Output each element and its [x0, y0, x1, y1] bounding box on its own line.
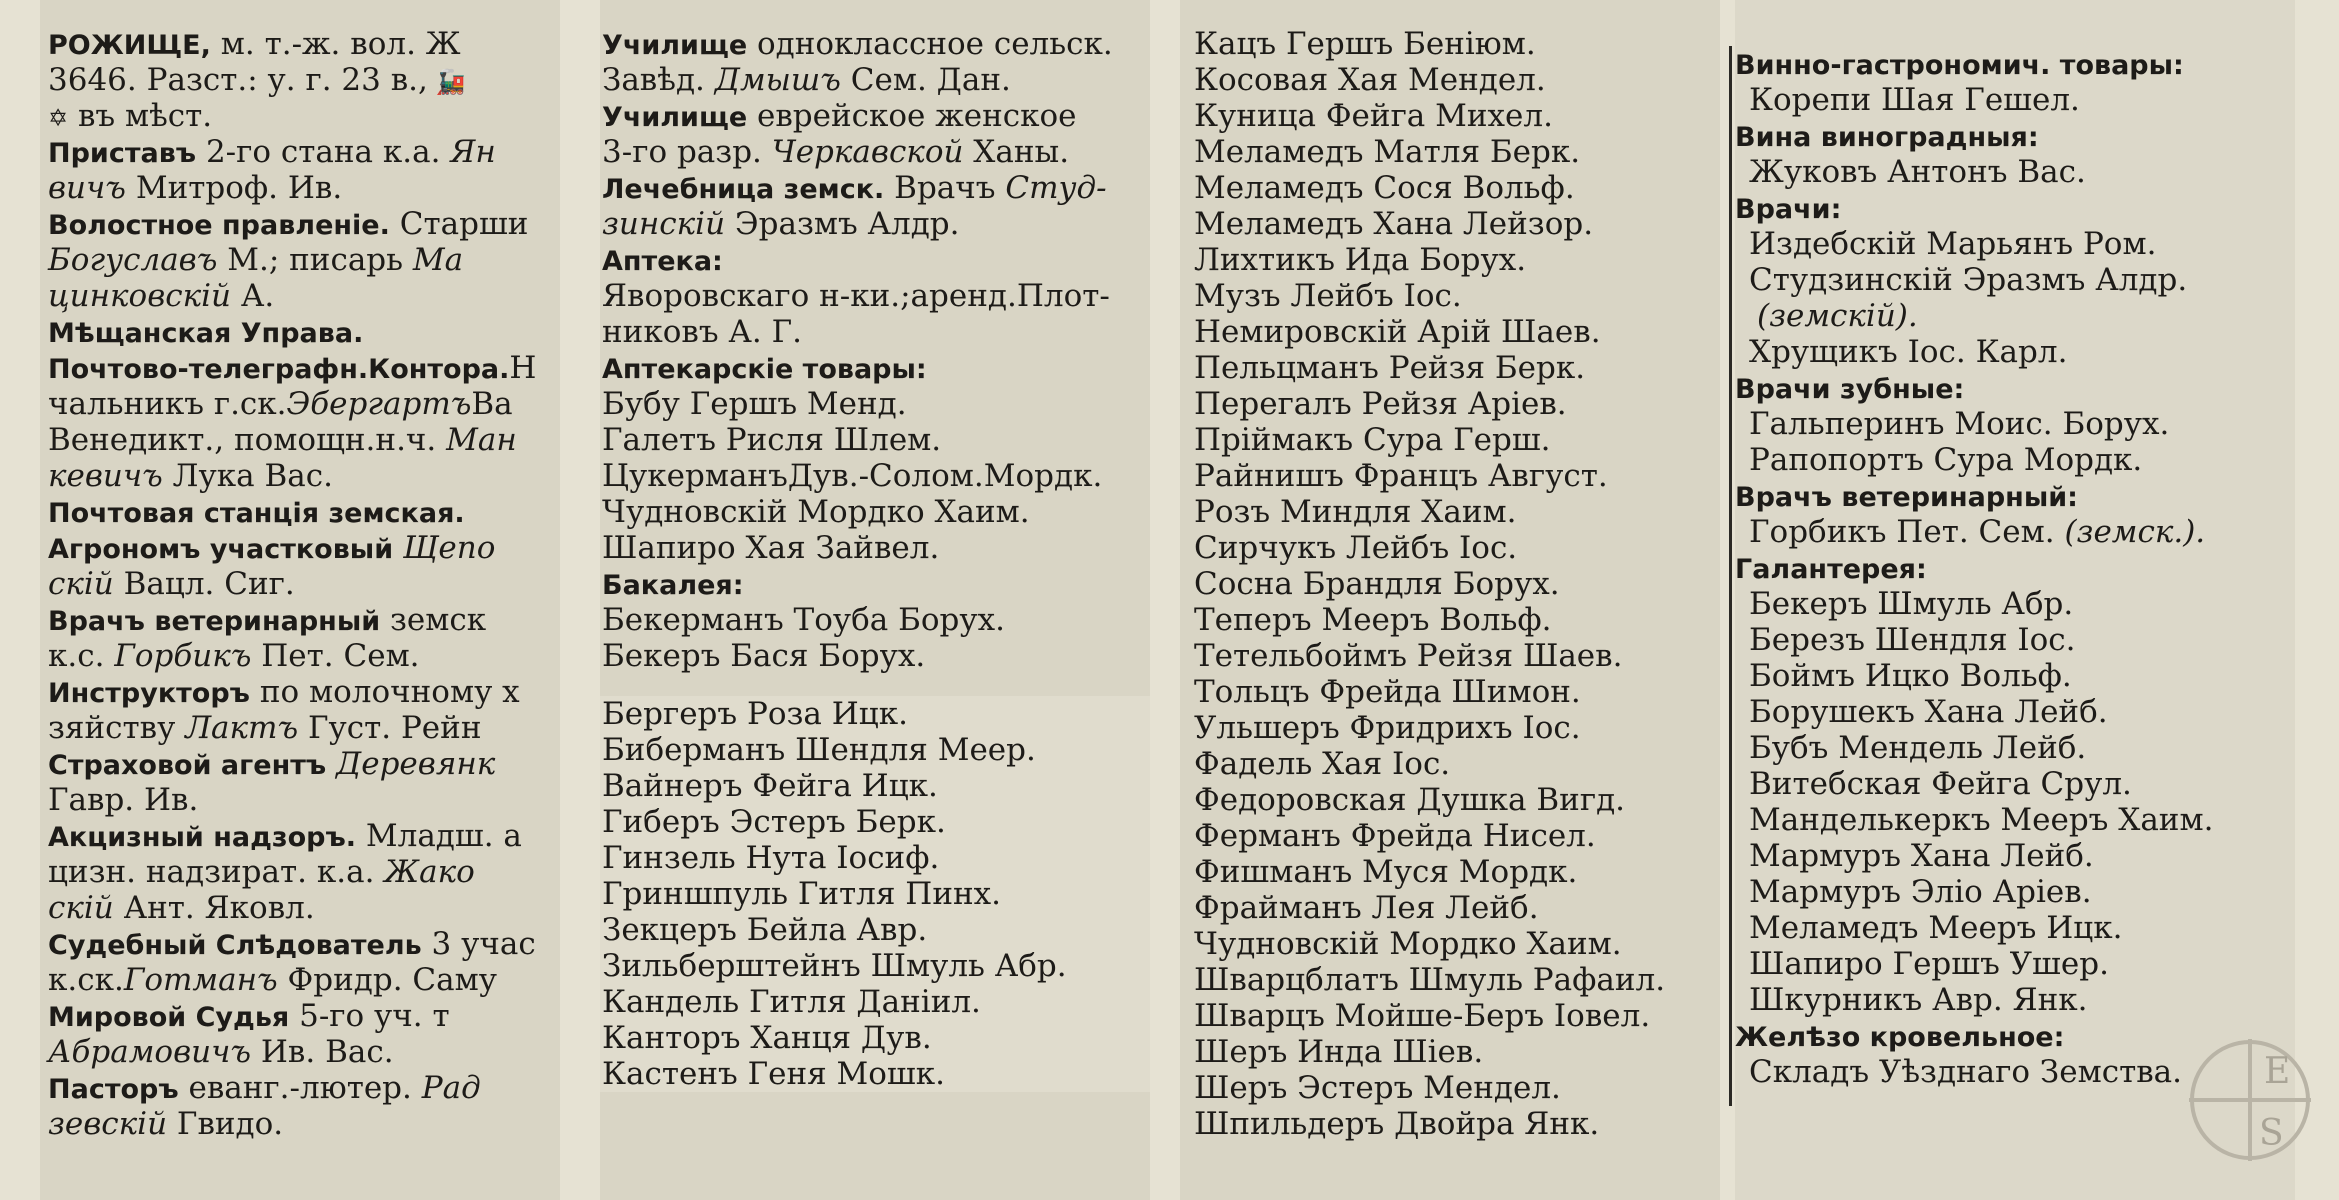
entry-line	[40, 458, 560, 494]
entry-line: Меламедъ Хана Лейзор.	[1194, 206, 1594, 242]
entry-text: Рад	[421, 1070, 481, 1106]
entry-line	[40, 746, 560, 782]
entry-line	[1735, 334, 2295, 370]
entry-line	[40, 674, 560, 710]
section-heading: Почтовая станція земская.	[48, 498, 465, 529]
entry-line	[40, 98, 560, 134]
entry-line	[40, 962, 560, 998]
entry-text: Складъ Уѣзднаго Земства.	[1749, 1054, 2183, 1090]
entry-text: одноклассное сельск.	[747, 26, 1113, 62]
entry-text: скій	[48, 890, 114, 926]
entry-line: Зильберштейнъ Шмуль Абр.	[602, 948, 1067, 984]
section-heading: Врачъ ветеринарный:	[1735, 482, 2078, 513]
entry-line: Гриншпуль Гитля Пинх.	[602, 876, 1001, 912]
entry-text: цинковскій	[48, 278, 231, 314]
entry-text: Гальперинъ Моис. Борух.	[1749, 406, 2170, 442]
entry-line	[1735, 622, 2295, 658]
entry-line	[600, 602, 1150, 638]
entry-text: Ян	[450, 134, 496, 170]
section-heading: РОЖИЩЕ,	[48, 30, 211, 61]
section-heading: Врачи:	[1735, 194, 1842, 225]
section-heading: Бакалея:	[602, 570, 744, 601]
entry-text: Бекеръ Бася Борух.	[602, 638, 926, 674]
watermark-stamp-icon	[2185, 1035, 2315, 1165]
entry-line: Косовая Хая Мендел.	[1194, 62, 1546, 98]
entry-line	[1735, 766, 2295, 802]
entry-line	[600, 278, 1150, 314]
stamp-letter-bottom: S	[2259, 1113, 2284, 1154]
entry-text: Меламедъ Мееръ Ицк.	[1749, 910, 2123, 946]
entry-text: чальникъ г.ск.	[48, 386, 287, 422]
entry-line: Ферманъ Фрейда Нисел.	[1194, 818, 1596, 854]
entry-line	[40, 1070, 560, 1106]
entry-text: Сем. Дан.	[840, 62, 1011, 98]
entry-text: А.	[231, 278, 275, 314]
entry-line: Куница Фейга Михел.	[1194, 98, 1553, 134]
entry-line: Гинзель Нута Іосиф.	[602, 840, 940, 876]
entry-line: Гиберъ Эстеръ Берк.	[602, 804, 946, 840]
entry-text: Мармуръ Хана Лейб.	[1749, 838, 2094, 874]
entry-line: Пріймакъ Сура Герш.	[1194, 422, 1551, 458]
entry-line	[1735, 838, 2295, 874]
entry-text: еванг.-лютер.	[178, 1070, 422, 1106]
entry-line: Райнишъ Францъ Август.	[1194, 458, 1608, 494]
entry-line	[600, 62, 1150, 98]
entry-line: Шеръ Эстеръ Мендел.	[1194, 1070, 1561, 1106]
entry-text: (земск.).	[2064, 514, 2206, 550]
entry-line	[600, 422, 1150, 458]
entry-text: Жако	[384, 854, 475, 890]
entry-line	[40, 494, 560, 530]
entry-text: Корепи Шая Гешел.	[1749, 82, 2080, 118]
entry-text	[326, 746, 336, 782]
entry-line	[600, 134, 1150, 170]
entry-line	[40, 422, 560, 458]
entry-text: Ва	[471, 386, 513, 422]
section-heading: Галантерея:	[1735, 554, 1927, 585]
entry-text: Студ-	[1005, 170, 1107, 206]
section-heading: Винно-гастрономич. товары:	[1735, 50, 2184, 81]
entry-line: Шпильдеръ Двойра Янк.	[1194, 1106, 1600, 1142]
entry-text: Березъ Шендля Іос.	[1749, 622, 2076, 658]
entry-line: Лихтикъ Ида Борух.	[1194, 242, 1527, 278]
entry-text: Дмышъ	[714, 62, 841, 98]
entry-text: 3 учас	[421, 926, 536, 962]
entry-line	[1735, 46, 2295, 82]
entry-line	[600, 638, 1150, 674]
entry-line	[1735, 226, 2295, 262]
entry-line	[1735, 982, 2295, 1018]
entry-text: Гвидо.	[167, 1106, 284, 1142]
entry-text: Фридр. Саму	[277, 962, 497, 998]
entry-text: Густ. Рейн	[298, 710, 482, 746]
entry-line	[600, 386, 1150, 422]
section-heading: Врачи зубные:	[1735, 374, 1965, 405]
stamp-letter-top: E	[2264, 1051, 2291, 1092]
entry-line	[600, 566, 1150, 602]
entry-text: Рапопортъ Сура Мордк.	[1749, 442, 2143, 478]
entry-text: 3-го разр.	[602, 134, 772, 170]
entry-text: Готманъ	[123, 962, 278, 998]
entry-line	[1735, 82, 2295, 118]
section-heading: Приставъ	[48, 138, 197, 169]
entry-text: (земскій).	[1757, 298, 1918, 334]
entry-text: Бубу Гершъ Менд.	[602, 386, 907, 422]
entry-text: Манделькеркъ Мееръ Хаим.	[1749, 802, 2214, 838]
entry-line	[600, 206, 1150, 242]
entry-line	[1735, 478, 2295, 514]
section-heading: Вина виноградныя:	[1735, 122, 2039, 153]
entry-line	[40, 278, 560, 314]
entry-text: Вацл. Сиг.	[113, 566, 295, 602]
entry-line	[1735, 550, 2295, 586]
entry-line: Чудновскій Мордко Хаим.	[1194, 926, 1622, 962]
entry-line: Тольцъ Фрейда Шимон.	[1194, 674, 1581, 710]
entry-text: скій	[48, 566, 114, 602]
entry-text: Младш. а	[356, 818, 522, 854]
section-heading: Страховой агентъ	[48, 750, 327, 781]
entry-text: Митроф. Ив.	[125, 170, 343, 206]
column-4-bracket	[1729, 46, 1732, 1106]
entry-text	[393, 530, 403, 566]
column-1	[40, 0, 560, 1200]
entry-line	[40, 386, 560, 422]
entry-text: Деревянк	[336, 746, 496, 782]
entry-text: Гавр. Ив.	[48, 782, 199, 818]
entry-line: Меламедъ Матля Берк.	[1194, 134, 1581, 170]
entry-text: Ант. Яковл.	[113, 890, 315, 926]
entry-line: Меламедъ Сося Вольф.	[1194, 170, 1575, 206]
section-heading: Училище	[602, 30, 748, 61]
section-heading: Училище	[602, 102, 748, 133]
entry-text: вичъ	[48, 170, 126, 206]
entry-line	[1735, 514, 2295, 550]
entry-text: Эбергартъ	[286, 386, 472, 422]
entry-line	[1735, 370, 2295, 406]
entry-text: Шкурникъ Авр. Янк.	[1749, 982, 2088, 1018]
entry-line: Немировскій Арій Шаев.	[1194, 314, 1601, 350]
entry-text: никовъ А. Г.	[602, 314, 802, 350]
entry-line	[1735, 190, 2295, 226]
entry-text: кевичъ	[48, 458, 163, 494]
entry-text: Борушекъ Хана Лейб.	[1749, 694, 2108, 730]
entry-text: Шапиро Хая Зайвел.	[602, 530, 940, 566]
entry-text: Бекерманъ Тоуба Борух.	[602, 602, 1005, 638]
column-4	[1735, 0, 2295, 1200]
entry-line	[40, 62, 560, 98]
entry-line	[40, 710, 560, 746]
column-3	[1180, 0, 1720, 1200]
entry-line	[40, 26, 560, 62]
entry-line	[40, 926, 560, 962]
entry-line	[40, 566, 560, 602]
entry-line	[1735, 262, 2295, 298]
section-heading: Волостное правленіе.	[48, 210, 390, 241]
entry-line: Канторъ Ханця Дув.	[602, 1020, 932, 1056]
entry-line	[600, 458, 1150, 494]
entry-text: Студзинскій Эразмъ Алдр.	[1749, 262, 2188, 298]
entry-line: Перегалъ Рейзя Аріев.	[1194, 386, 1567, 422]
entry-text: зинскій	[602, 206, 726, 242]
entry-line: Фрайманъ Лея Лейб.	[1194, 890, 1539, 926]
section-heading: Аптекарскіе товары:	[602, 354, 927, 385]
entry-text: зяйству	[48, 710, 186, 746]
entry-line	[1735, 118, 2295, 154]
entry-line	[600, 170, 1150, 206]
section-heading: Судебный Слѣдователь	[48, 930, 422, 961]
entry-text: Черкавской	[771, 134, 964, 170]
entry-text: Н	[509, 350, 537, 386]
entry-line	[40, 1106, 560, 1142]
entry-line: Шеръ Инда Шіев.	[1194, 1034, 1484, 1070]
section-heading: Инструкторъ	[48, 678, 250, 709]
entry-line	[40, 890, 560, 926]
entry-line	[600, 242, 1150, 278]
entry-text: въ мѣст.	[68, 98, 213, 134]
entry-line: Музъ Лейбъ Іос.	[1194, 278, 1462, 314]
entry-text: Мармуръ Эліо Аріев.	[1749, 874, 2092, 910]
section-heading: Лечебница земск.	[602, 174, 885, 205]
entry-line	[40, 638, 560, 674]
entry-text: ЦукерманъДув.-Солом.Мордк.	[602, 458, 1103, 494]
entry-text: к.ск.	[48, 962, 124, 998]
entry-text: 2-го стана к.а.	[196, 134, 451, 170]
entry-text: к.с.	[48, 638, 115, 674]
entry-text: по молочному х	[249, 674, 520, 710]
entry-line	[600, 494, 1150, 530]
section-heading: Мировой Судья	[48, 1002, 290, 1033]
entry-line	[40, 854, 560, 890]
entry-line	[40, 170, 560, 206]
section-heading: Пасторъ	[48, 1074, 179, 1105]
entry-text: Ма	[412, 242, 464, 278]
entry-line	[40, 998, 560, 1034]
entry-line	[600, 530, 1150, 566]
entry-line: Федоровская Душка Вигд.	[1194, 782, 1626, 818]
entry-line	[1735, 694, 2295, 730]
entry-line	[40, 818, 560, 854]
entry-line: Фадель Хая Іос.	[1194, 746, 1451, 782]
entry-line	[40, 134, 560, 170]
entry-line	[600, 98, 1150, 134]
entry-line: Теперъ Мееръ Вольф.	[1194, 602, 1552, 638]
entry-line	[1735, 874, 2295, 910]
column-2-upper	[600, 26, 1150, 674]
entry-line: Кандель Гитля Даніил.	[602, 984, 981, 1020]
entry-line	[1735, 406, 2295, 442]
railway-icon: 🚂	[427, 68, 466, 96]
entry-text: Старши	[389, 206, 529, 242]
entry-line	[600, 26, 1150, 62]
entry-line	[600, 350, 1150, 386]
entry-text: Ханы.	[963, 134, 1070, 170]
section-heading: Аптека:	[602, 246, 723, 277]
entry-text: м. т.-ж. вол. Ж	[210, 26, 461, 62]
entry-line: Пельцманъ Рейзя Берк.	[1194, 350, 1586, 386]
entry-text: 3646. Разст.: у. г. 23 в.,	[48, 62, 428, 98]
entry-line	[1735, 298, 2295, 334]
column-2	[600, 0, 1150, 1200]
entry-line	[1735, 802, 2295, 838]
entry-line: Кацъ Гершъ Беніюм.	[1194, 26, 1536, 62]
entry-text: Врачъ	[884, 170, 1006, 206]
entry-line: Биберманъ Шендля Меер.	[602, 732, 1036, 768]
entry-line: Тетельбоймъ Рейзя Шаев.	[1194, 638, 1623, 674]
entry-line: Шварцъ Мойше-Беръ Іовел.	[1194, 998, 1651, 1034]
post-office-icon: ✡	[48, 104, 69, 132]
entry-line	[1735, 910, 2295, 946]
entry-line: Ульшеръ Фридрихъ Іос.	[1194, 710, 1581, 746]
entry-line: Зекцеръ Бейла Авр.	[602, 912, 928, 948]
entry-text: Эразмъ Алдр.	[725, 206, 960, 242]
section-heading: Акцизный надзоръ.	[48, 822, 357, 853]
entry-line: Сосна Брандля Борух.	[1194, 566, 1560, 602]
entry-text: еврейское женское	[747, 98, 1077, 134]
entry-text: Жуковъ Антонъ Вас.	[1749, 154, 2086, 190]
entry-text: Пет. Сем.	[251, 638, 420, 674]
entry-line: Вайнеръ Фейга Ицк.	[602, 768, 938, 804]
entry-line: Сирчукъ Лейбъ Іос.	[1194, 530, 1518, 566]
entry-line: Кастенъ Геня Мошк.	[602, 1056, 945, 1092]
entry-line: Бергеръ Роза Ицк.	[602, 696, 908, 732]
entry-text: Бубъ Мендель Лейб.	[1749, 730, 2087, 766]
entry-text: Чудновскій Мордко Хаим.	[602, 494, 1030, 530]
entry-line: Шварцблатъ Шмуль Рафаил.	[1194, 962, 1666, 998]
section-heading: Врачъ ветеринарный	[48, 606, 381, 637]
section-heading: Мѣщанская Управа.	[48, 318, 364, 349]
entry-line	[40, 314, 560, 350]
entry-line: Фишманъ Муся Мордк.	[1194, 854, 1578, 890]
entry-text: М.; писарь	[217, 242, 413, 278]
section-heading: Почтово-телеграфн.Контора.	[48, 354, 510, 385]
entry-text: Боймъ Ицко Вольф.	[1749, 658, 2072, 694]
entry-text: Галетъ Рисля Шлем.	[602, 422, 942, 458]
entry-text: 5-го уч. т	[289, 998, 450, 1034]
entry-line: Розъ Миндля Хаим.	[1194, 494, 1517, 530]
entry-line	[1735, 946, 2295, 982]
entry-line	[1735, 154, 2295, 190]
entry-text: Щепо	[403, 530, 496, 566]
entry-text: Горбикъ	[114, 638, 252, 674]
entry-line	[40, 1034, 560, 1070]
entry-line	[600, 314, 1150, 350]
entry-line	[40, 242, 560, 278]
entry-text: зевскій	[48, 1106, 168, 1142]
entry-line	[1735, 730, 2295, 766]
entry-text: Издебскій Марьянъ Ром.	[1749, 226, 2157, 262]
entry-text: цизн. надзират. к.а.	[48, 854, 385, 890]
entry-line	[1735, 658, 2295, 694]
section-heading: Желѣзо кровельное:	[1735, 1022, 2065, 1053]
entry-text: Богуславъ	[48, 242, 218, 278]
entry-text: Горбикъ Пет. Сем.	[1749, 514, 2065, 550]
entry-line	[40, 782, 560, 818]
entry-text: Абрамовичъ	[48, 1034, 252, 1070]
entry-text: Шапиро Гершъ Ушер.	[1749, 946, 2109, 982]
entry-line	[1735, 586, 2295, 622]
entry-text: Лактъ	[185, 710, 299, 746]
entry-text: Хрущикъ Іос. Карл.	[1749, 334, 2068, 370]
entry-line	[40, 350, 560, 386]
entry-text: земск	[380, 602, 487, 638]
entry-text: Лука Вас.	[162, 458, 333, 494]
entry-text: Бекеръ Шмуль Абр.	[1749, 586, 2074, 622]
entry-line	[40, 206, 560, 242]
entry-text: Ман	[446, 422, 517, 458]
column-2-lower	[600, 696, 1150, 1092]
entry-line	[40, 530, 560, 566]
entry-text: Завѣд.	[602, 62, 715, 98]
entry-text: Венедикт., помощн.н.ч.	[48, 422, 447, 458]
entry-text: Ив. Вас.	[251, 1034, 394, 1070]
entry-line	[40, 602, 560, 638]
section-heading: Агрономъ участковый	[48, 534, 394, 565]
entry-text: Витебская Фейга Срул.	[1749, 766, 2132, 802]
entry-text: Яворовскаго н-ки.;аренд.Плот-	[602, 278, 1110, 314]
entry-line	[1735, 442, 2295, 478]
